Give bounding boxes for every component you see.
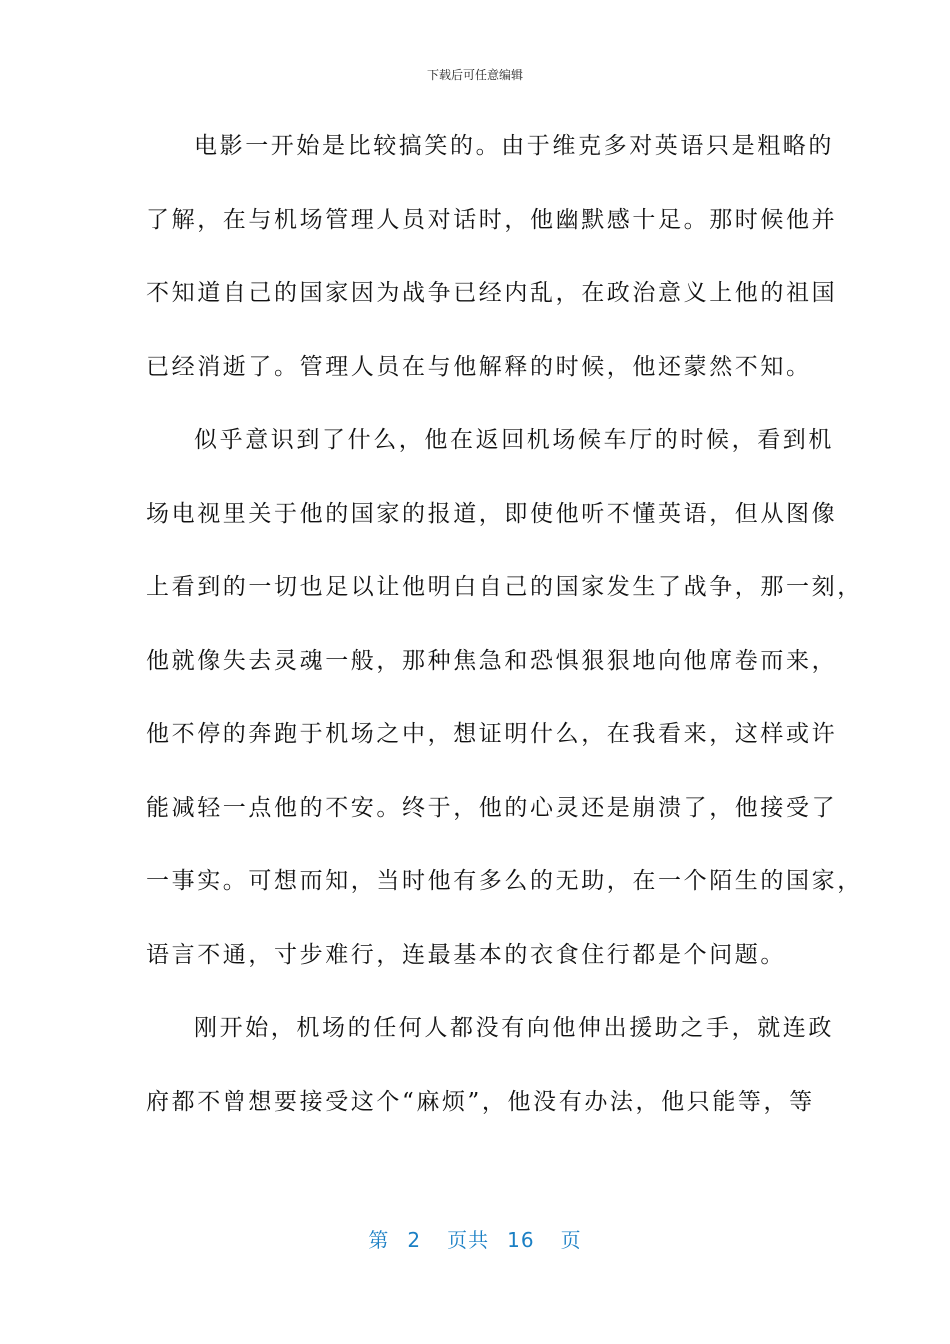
paragraph-line: 刚开始，机场的任何人都没有向他伸出援助之手，就连政 [194, 1015, 834, 1041]
footer-suffix: 页 [560, 1228, 582, 1252]
footer-prefix: 第 [368, 1228, 390, 1252]
footer-middle: 页共 [447, 1228, 490, 1252]
paragraph-line: 语言不通，寸步难行，连最基本的衣食住行都是个问题。 [146, 941, 786, 968]
total-page-count: 16 [507, 1228, 535, 1252]
paragraph-line: 他就像失去灵魂一般，那种焦急和恐惧狠狠地向他席卷而来， [146, 647, 838, 674]
document-body [146, 126, 863, 1155]
paragraph-line: 场电视里关于他的国家的报道，即使他听不懂英语，但从图像 [146, 500, 838, 527]
paragraph-line: 上看到的一切也足以让他明白自己的国家发生了战争，那一刻， [146, 574, 863, 600]
paragraph-line: 府都不曾想要接受这个“麻烦”，他没有办法，他只能等，等 [146, 1088, 815, 1115]
paragraph-line: 一事实。可想而知，当时他有多么的无助，在一个陌生的国家， [146, 868, 863, 894]
paragraph-line: 他不停的奔跑于机场之中，想证明什么，在我看来，这样或许 [146, 721, 838, 747]
paragraph-line: 似乎意识到了什么，他在返回机场候车厅的时候，看到机 [194, 427, 834, 453]
paragraph-line: 已经消逝了。管理人员在与他解释的时候，他还蒙然不知。 [146, 353, 812, 380]
paragraph-line: 能减轻一点他的不安。终于，他的心灵还是崩溃了，他接受了 [146, 794, 838, 821]
page-header: 下载后可任意编辑 [426, 68, 523, 82]
current-page-number: 2 [407, 1228, 422, 1252]
paragraph-line: 不知道自己的国家因为战争已经内乱，在政治意义上他的祖国 [146, 280, 838, 306]
paragraph-line: 了解，在与机场管理人员对话时，他幽默感十足。那时候他并 [146, 206, 838, 233]
page-footer [0, 1224, 950, 1253]
paragraph-line: 电影一开始是比较搞笑的。由于维克多对英语只是粗略的 [194, 133, 834, 159]
